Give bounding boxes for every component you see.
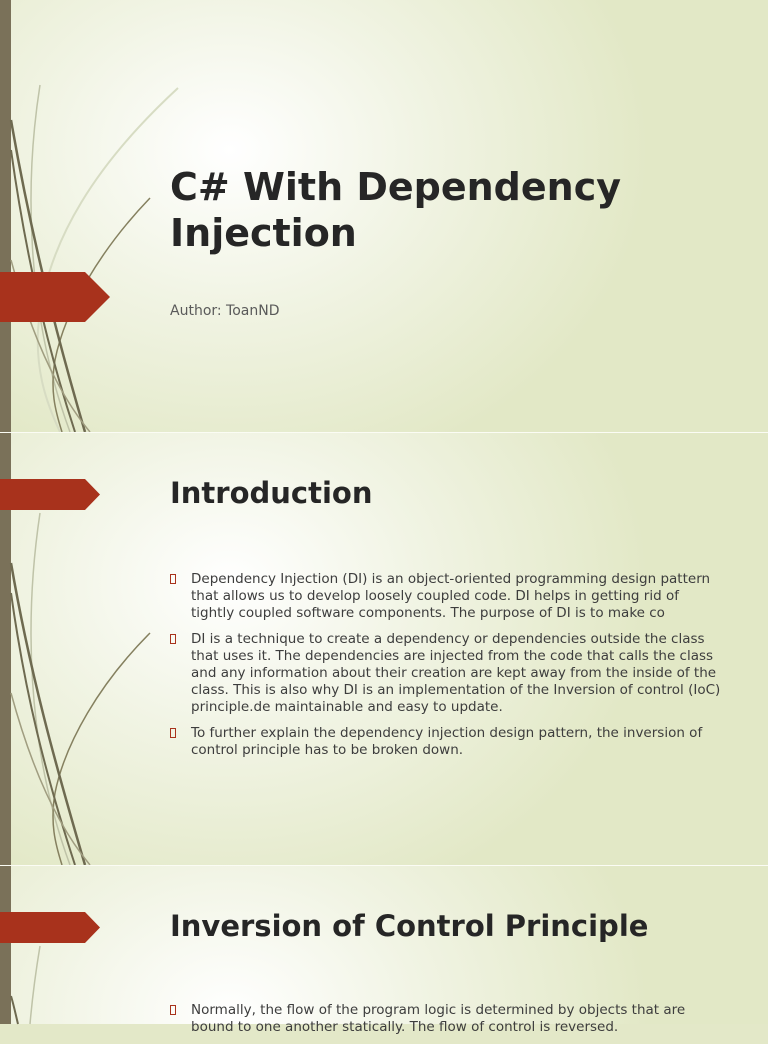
accent-arrow <box>0 912 100 943</box>
slide-heading: Inversion of Control Principle <box>170 909 649 943</box>
slide-title <box>0 0 768 432</box>
decorative-curves <box>0 866 200 1024</box>
bullet-icon <box>170 634 176 644</box>
bullet-icon <box>170 1005 176 1015</box>
slide-heading: Introduction <box>170 476 373 510</box>
bullet-list <box>170 1002 726 1044</box>
bullet-item <box>170 725 726 759</box>
accent-arrow <box>0 479 100 510</box>
bullet-icon <box>170 574 176 584</box>
slide-title-heading: C# With Dependency Injection <box>170 165 622 255</box>
bullet-item <box>170 571 726 623</box>
bullet-item <box>170 1002 726 1036</box>
bullet-icon <box>170 728 176 738</box>
bullet-list <box>170 571 726 767</box>
slide-introduction <box>0 433 768 865</box>
slide-subtitle: Author: ToanND <box>170 303 280 319</box>
bullet-text: DI is a technique to create a dependency or dependencies outside the class that uses it. The dependencies are injected from the code that calls the class and any information about their creation are kept away from the inside of the class. This is also why DI is an implementation of the Inversion of control (IoC) principle.de maintainable and easy to update. <box>191 630 721 716</box>
bullet-text: To further explain the dependency injection design pattern, the inversion of control principle has to be broken down. <box>191 724 703 758</box>
bullet-text: Dependency Injection (DI) is an object-oriented programming design pattern that allows us to develop loosely coupled code. DI helps in getting rid of tightly coupled software components. The purpose of DI is to make co <box>191 571 711 622</box>
slide-ioc-principle <box>0 866 768 1036</box>
bullet-text: Normally, the flow of the program logic is determined by objects that are bound to one another statically. The flow of control is reversed. <box>191 1002 686 1036</box>
bullet-item <box>170 631 726 717</box>
